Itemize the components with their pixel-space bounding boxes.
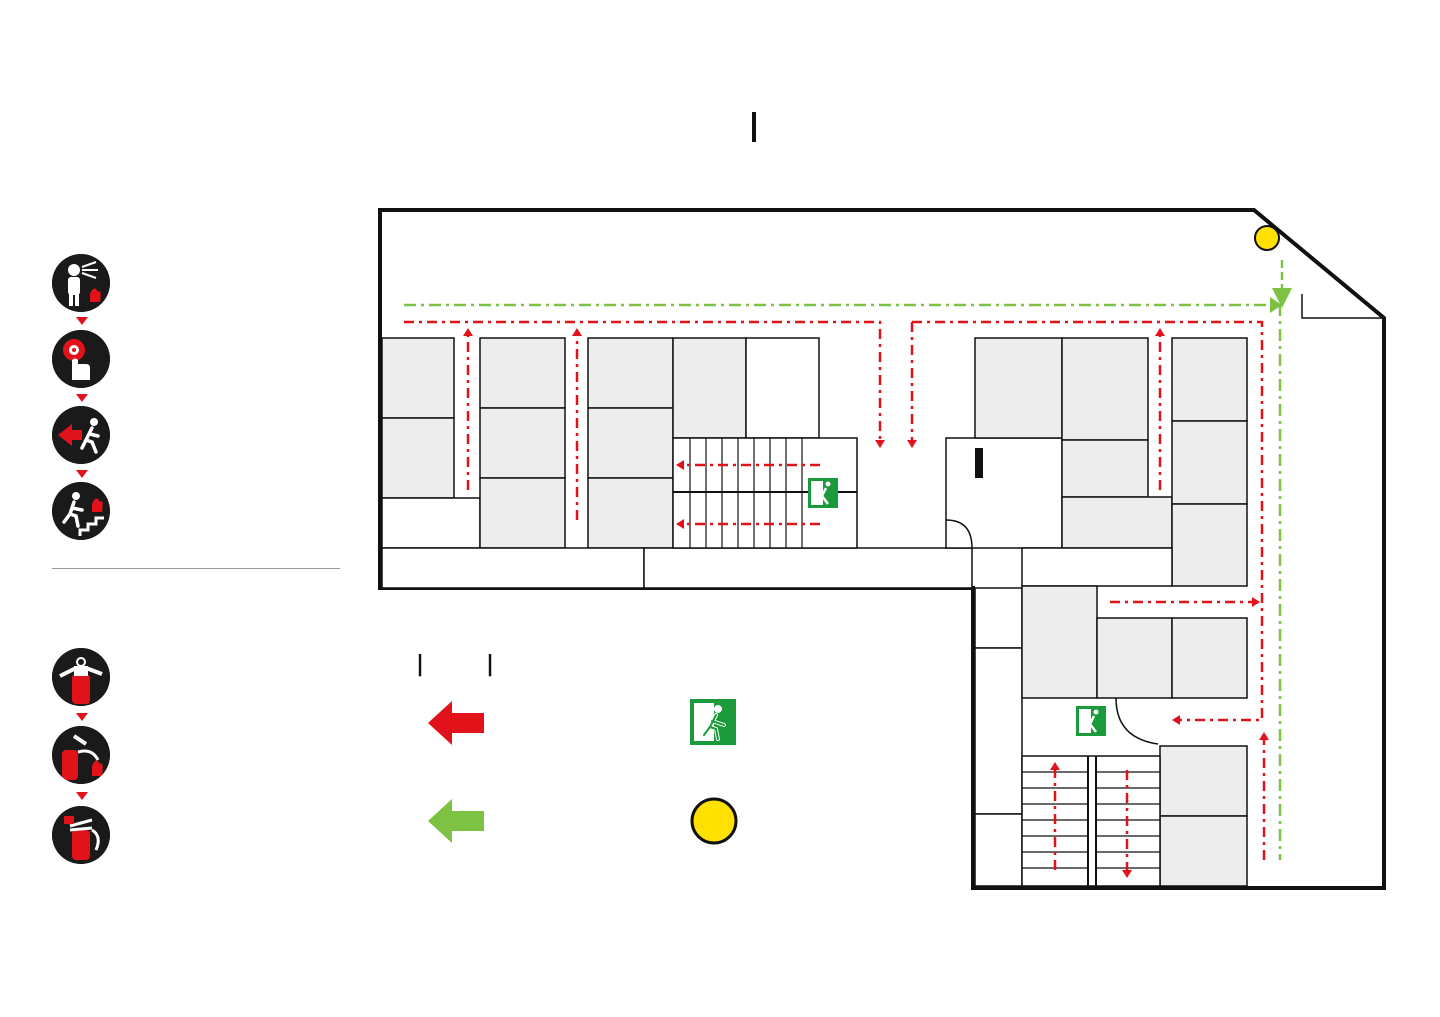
room-34 [1022,586,1097,698]
room-37 [1172,338,1247,421]
room-30 [1160,816,1247,886]
room-41 [975,338,1062,438]
room-38 [1062,497,1172,548]
room-40 [1062,338,1148,440]
life-line-marker [1255,226,1279,250]
shower-room-1 [975,588,1022,648]
storage-left-room [382,498,480,548]
legend-bar-left: | [416,652,425,677]
room-36 [1172,421,1247,504]
shower-room-2 [975,814,1022,886]
storage-mid-room [1022,548,1172,586]
room-31 [1160,746,1247,816]
toilet-room [946,438,1062,548]
office-room [746,338,819,438]
room-8 [382,418,454,498]
stairs-lower [1022,756,1160,886]
room-7 [480,408,565,478]
emergency-exit-sign-upper [808,478,838,508]
kitchen-room [644,548,972,588]
legend-bar-right: | [486,652,495,677]
boiler-room [382,548,644,588]
room-35 [1172,504,1247,586]
room-5 [480,478,565,548]
room-39 [1062,440,1148,497]
room-2 [588,338,673,408]
emergency-exit-sign-lower [1076,706,1106,736]
room-6 [480,338,565,408]
washroom [975,648,1022,814]
room-1 [673,338,746,438]
room-33 [1097,618,1172,698]
room-32 [1172,618,1247,698]
room-3 [588,408,673,478]
emergency-119-logo [1256,928,1386,988]
room-9 [382,338,454,418]
hydrant-box [975,448,983,478]
room-4 [588,478,673,548]
